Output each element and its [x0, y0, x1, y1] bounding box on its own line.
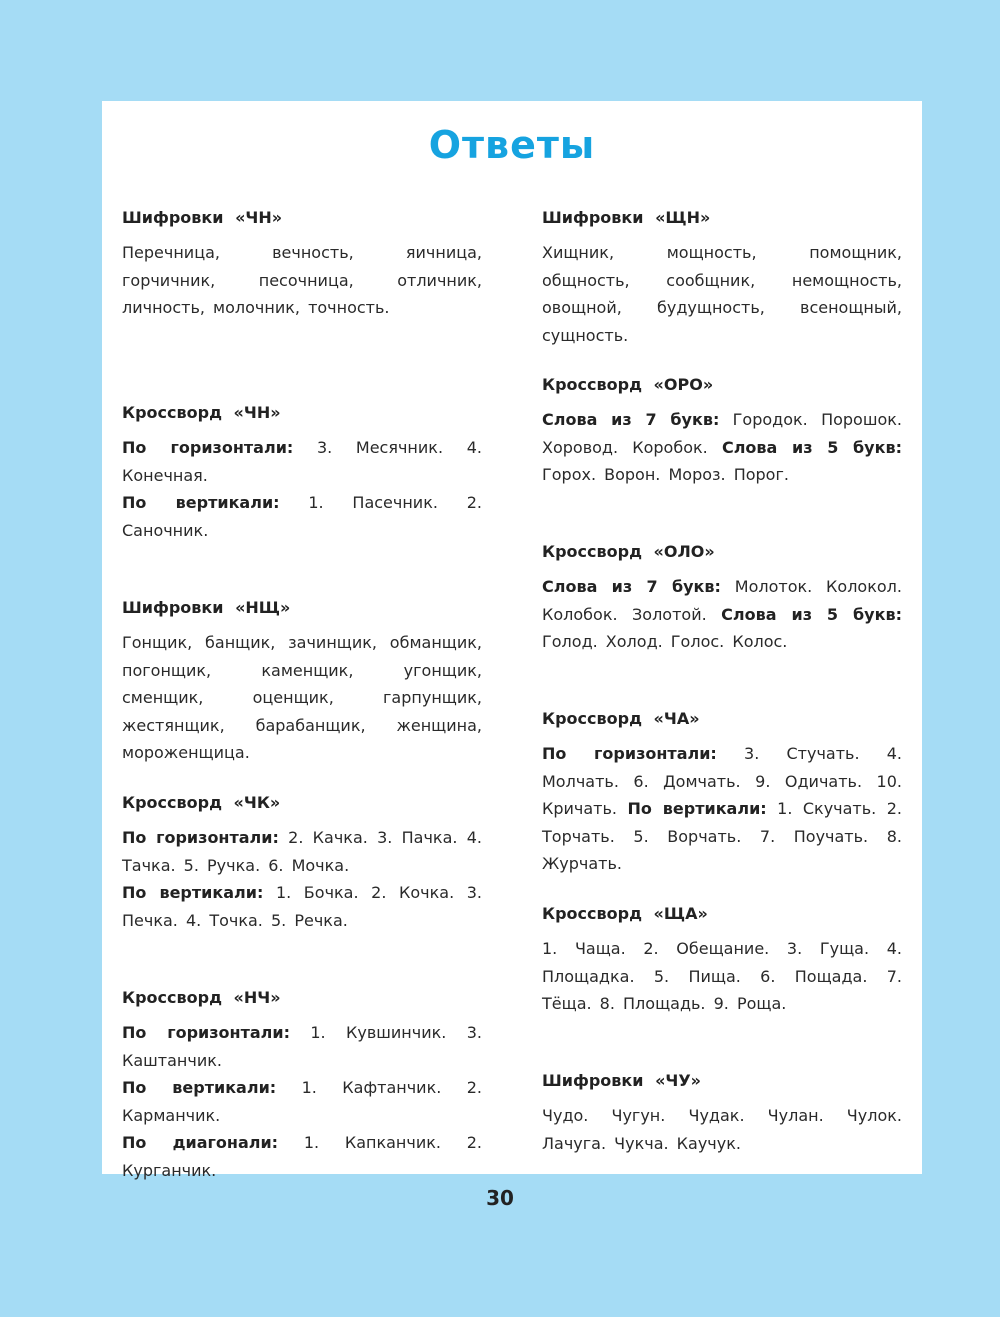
block-title: Шифровки «ЩН»: [542, 208, 711, 227]
answer-text: Голод. Холод. Голос. Колос.: [542, 632, 788, 651]
answer-text: Молоток. Колокол. Колобок. Золотой.: [542, 577, 902, 624]
direction-label: По горизонтали:: [122, 1023, 290, 1042]
answer-block: [122, 987, 482, 1182]
answer-block: [122, 597, 482, 792]
page-title: Ответы: [428, 123, 596, 167]
answer-text: 2. Качка. 3. Пачка. 4. Тачка. 5. Ручка. 6. Мочка.: [122, 828, 482, 875]
answer-block: [542, 708, 902, 903]
answer-block: [542, 207, 902, 374]
block-title: Кроссворд «ЧН»: [122, 403, 281, 422]
direction-label: По вертикали:: [122, 883, 264, 902]
page-number: 30: [486, 1186, 514, 1210]
block-text: Перечница, вечность, яичница, горчичник, песочница, отличник, личность, молочник, точность.: [122, 243, 482, 317]
left-column: [122, 207, 482, 1182]
letters-label: Слова из 7 букв:: [542, 577, 721, 596]
block-text: Чудо. Чугун. Чудак. Чулан. Чулок. Лачуга. Чукча. Каучук.: [542, 1106, 902, 1153]
answer-text: 1. Бочка. 2. Кочка. 3. Печка. 4. Точка. 5. Речка.: [122, 883, 483, 930]
answers-panel: [102, 101, 922, 1180]
block-title: Кроссворд «ОЛО»: [542, 542, 715, 561]
answer-text: 1. Пасечник. 2. Саночник.: [122, 493, 482, 540]
right-column: [542, 207, 902, 1237]
letters-label: Слова из 5 букв:: [721, 437, 902, 457]
direction-label: По вертикали:: [122, 1078, 277, 1097]
block-title: Шифровки «ЧУ»: [542, 1071, 701, 1090]
direction-label: По вертикали:: [122, 493, 280, 512]
block-title: Шифровки «ЧН»: [122, 208, 283, 227]
answer-text: 3. Стучать. 4. Молчать. 6. Домчать. 9. Одичать. 10. Кричать.: [542, 744, 902, 818]
answer-block: [122, 207, 482, 402]
block-title: Кроссворд «ОРО»: [542, 375, 714, 394]
direction-label: По вертикали:: [627, 799, 767, 818]
block-title: Кроссворд «ЧК»: [122, 793, 281, 812]
direction-label: По горизонтали:: [542, 744, 717, 763]
answer-block: [122, 792, 482, 987]
block-title: Кроссворд «НЧ»: [122, 988, 281, 1007]
direction-label: По горизонтали:: [122, 438, 294, 457]
answer-block: [542, 374, 902, 541]
answer-text: 1. Кафтанчик. 2. Карманчик.: [122, 1078, 482, 1125]
block-title: Кроссворд «ЩА»: [542, 904, 708, 923]
block-text: 1. Чаща. 2. Обещание. 3. Гуща. 4. Площадка. 5. Пища. 6. Пощада. 7. Тёща. 8. Площадь. 9. Роща.: [542, 939, 902, 1013]
answer-block: [542, 541, 902, 708]
answer-block: [542, 1070, 902, 1237]
block-title: Кроссворд «ЧА»: [542, 709, 700, 728]
answer-text: 1. Скучать. 2. Торчать. 5. Ворчать. 7. Поучать. 8. Журчать.: [542, 799, 902, 873]
answer-text: 1. Кувшинчик. 3. Каштанчик.: [122, 1023, 482, 1070]
letters-label: Слова из 7 букв:: [542, 410, 720, 429]
direction-label: По диагонали:: [122, 1133, 279, 1152]
block-title: Шифровки «НЩ»: [122, 598, 291, 617]
answer-block: [122, 402, 482, 597]
block-text: Хищник, мощность, помощник, общность, сообщник, немощность, овощной, будущность, всенощный, сущность.: [542, 243, 902, 345]
direction-label: По горизонтали:: [122, 828, 279, 847]
answer-block: [542, 903, 902, 1070]
letters-label: Слова из 5 букв:: [721, 604, 902, 624]
answer-text: Городок. Порошок. Хоровод. Коробок.: [542, 410, 903, 457]
answer-text: Горох. Ворон. Мороз. Порог.: [542, 465, 789, 484]
block-text: Гонщик, банщик, зачинщик, обманщик, погонщик, каменщик, угонщик, сменщик, оценщик, гарпунщик, жестянщик, барабанщик, женщина, мороженщица.: [122, 633, 482, 762]
answer-text: 3. Месячник. 4. Конечная.: [122, 438, 482, 485]
answer-text: 1. Капканчик. 2. Курганчик.: [122, 1133, 482, 1180]
